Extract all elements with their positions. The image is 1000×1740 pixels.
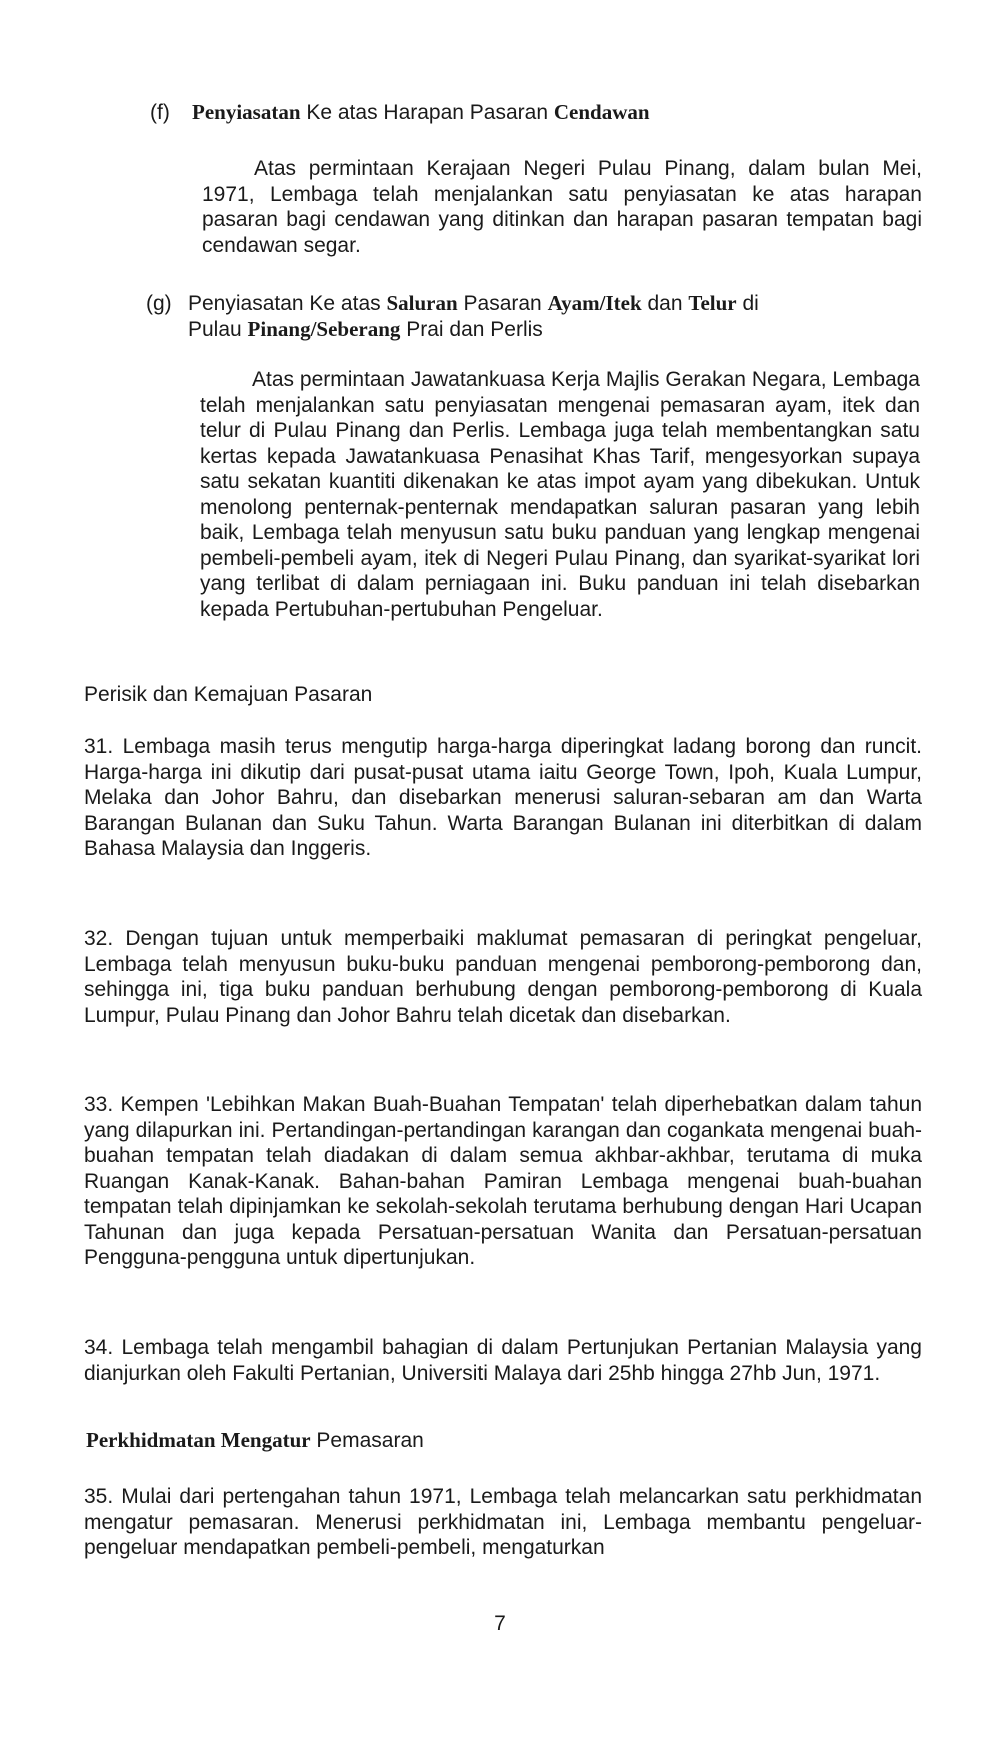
paragraph-34: 34. Lembaga telah mengambil bahagian di dalam Pertunjukan Pertanian Malaysia yang dianjurkan oleh Fakulti Pertanian, Universiti Malaya dari 25hb hingga 27hb Jun, 1971.: [84, 1336, 922, 1385]
item-f-heading-bold-1: Penyiasatan: [192, 100, 301, 124]
item-f-heading: [150, 100, 850, 126]
item-g-heading-text-5: Pulau: [188, 317, 248, 341]
item-f-label: (f): [150, 101, 170, 124]
item-g-heading-bold-1: Saluran: [386, 291, 458, 315]
item-g-label: (g): [146, 292, 172, 315]
section-heading-perisik: Perisik dan Kemajuan Pasaran: [84, 683, 373, 706]
item-f-heading-bold-2: Cendawan: [553, 100, 650, 124]
page-number: 7: [494, 1612, 506, 1635]
item-g-body: [200, 367, 920, 622]
item-g-heading: [146, 291, 936, 342]
item-g-heading-bold-2: Ayam/Itek: [547, 291, 642, 315]
item-g-heading-text-4: di: [736, 292, 759, 315]
item-g-heading-text-1: Penyiasatan Ke atas: [188, 292, 387, 315]
paragraph-31: 31. Lembaga masih terus mengutip harga-harga diperingkat ladang borong dan runcit. Harga-harga ini dikutip dari pusat-pusat utama iaitu George Town, Ipoh, Kuala Lumpur, Melaka dan Johor Bahru, dan disebarkan menerusi saluran-sebaran am dan Warta Barangan Bulanan dan Suku Tahun. Warta Barangan Bulanan ini diterbitkan di dalam Bahasa Malaysia dan Inggeris.: [84, 735, 922, 860]
item-g-body-text: Atas permintaan Jawatankuasa Kerja Majlis Gerakan Negara, Lembaga telah menjalankan satu penyiasatan mengenai pemasaran ayam, itek dan telur di Pulau Pinang dan Perlis. Lembaga juga telah membentangkan satu kertas kepada Jawatankuasa Penasihat Khas Tarif, mengesyorkan supaya satu sekatan kuantiti dikenakan ke atas impot ayam yang dibekukan. Untuk menolong penternak-penternak mendapatkan saluran pasaran yang lebih baik, Lembaga telah menyusun satu buku panduan yang lengkap mengenai pembeli-pembeli ayam, itek di Negeri Pulau Pinang, dan syarikat-syarikat lori yang terlibat di dalam perniagaan ini. Buku panduan ini telah disebarkan kepada Pertubuhan-pertubuhan Pengeluar.: [200, 368, 920, 621]
item-g-heading-bold-4: Pinang/Seberang: [247, 316, 401, 341]
section-heading-bold: Perkhidmatan Mengatur: [86, 1428, 311, 1452]
section-heading-perkhidmatan: [86, 1428, 786, 1454]
item-g-heading-text-6: Prai dan Perlis: [400, 317, 543, 341]
item-g-heading-text-3: dan: [641, 292, 689, 315]
section-heading-text: Pemasaran: [310, 1429, 424, 1452]
paragraph-32: 32. Dengan tujuan untuk memperbaiki maklumat pemasaran di peringkat pengeluar, Lembaga telah menyusun buku-buku panduan mengenai pemborong-pemborong dan, sehingga ini, tiga buku panduan berhubung dengan pemborong-pemborong di Kuala Lumpur, Pulau Pinang dan Johor Bahru telah dicetak dan disebarkan.: [84, 927, 922, 1027]
item-f-body: [202, 156, 922, 258]
paragraph-35: 35. Mulai dari pertengahan tahun 1971, Lembaga telah melancarkan satu perkhidmatan mengatur pemasaran. Menerusi perkhidmatan ini, Lembaga membantu pengeluar-pengeluar mendapatkan pembeli-pembeli, mengaturkan: [84, 1485, 922, 1559]
item-g-heading-bold-3: Telur: [688, 291, 737, 315]
item-f-heading-text: Ke atas Harapan Pasaran: [300, 101, 554, 124]
item-f-body-text: Atas permintaan Kerajaan Negeri Pulau Pinang, dalam bulan Mei, 1971, Lembaga telah menjalankan satu penyiasatan ke atas harapan pasaran bagi cendawan yang ditinkan dan harapan pasaran tempatan bagi cendawan segar.: [202, 157, 922, 257]
paragraph-33: 33. Kempen 'Lebihkan Makan Buah-Buahan Tempatan' telah diperhebatkan dalam tahun yang dilapurkan ini. Pertandingan-pertandingan karangan dan cogankata mengenai buah-buahan tempatan telah diadakan di dalam semua akhbar-akhbar, terutama di muka Ruangan Kanak-Kanak. Bahan-bahan Pamiran Lembaga mengenai buah-buahan tempatan telah dipinjamkan ke sekolah-sekolah terutama berhubung dengan Hari Ucapan Tahunan dan juga kepada Persatuan-persatuan Wanita dan Persatuan-persatuan Pengguna-pengguna untuk dipertunjukan.: [84, 1093, 922, 1269]
item-g-heading-text-2: Pasaran: [457, 292, 548, 315]
